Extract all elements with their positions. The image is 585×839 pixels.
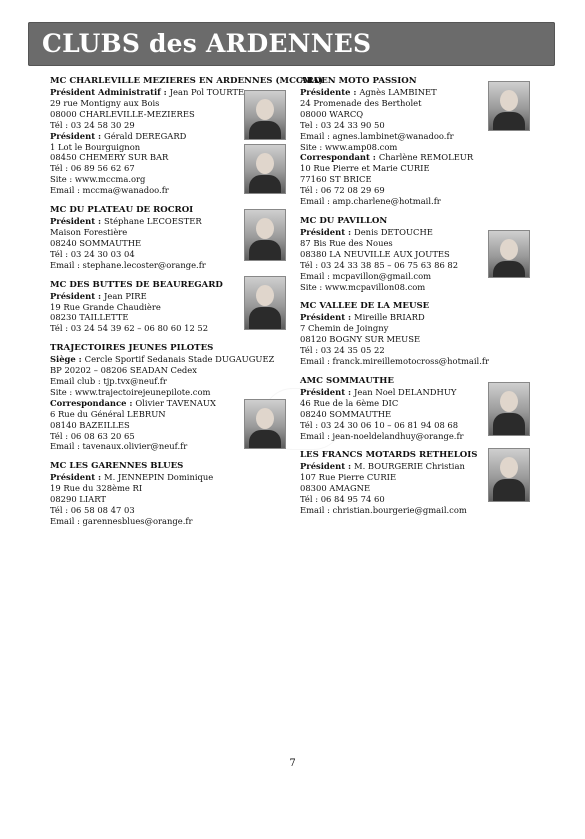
line-text: Tél : 06 84 95 74 60 — [300, 494, 385, 505]
line-text: Tél : 03 24 58 30 29 — [50, 119, 135, 130]
president-photo — [244, 276, 286, 330]
club-plateau-rocroi — [50, 205, 295, 271]
president-photo — [488, 230, 530, 278]
club-title: MC DU PAVILLON — [300, 215, 388, 226]
club-title: LES FRANCS MOTARDS RETHELOIS — [300, 450, 478, 461]
club-mccma — [50, 76, 323, 196]
line-text: Tél : 06 72 08 29 69 — [300, 185, 385, 196]
line-text: Email : stephane.lecoster@orange.fr — [50, 259, 206, 270]
line-text: 08290 LIART — [50, 494, 106, 505]
line-text: Tél : 03 24 54 39 62 – 06 80 60 12 52 — [50, 323, 209, 334]
club-trajectoires-jeunes-pilotes — [50, 343, 295, 452]
club-vallee-meuse — [300, 301, 550, 367]
line-text: Tél : 03 24 30 03 04 — [50, 248, 135, 259]
club-title: MC LES GARENNES BLUES — [50, 461, 184, 472]
line-text: Email : franck.mireillemotocross@hotmail.fr — [300, 356, 489, 367]
club-francs-motards-rethelois — [300, 450, 550, 516]
line-text: Tél : 06 08 63 20 65 — [50, 430, 135, 441]
line-text: Cercle Sportif Sedanais Stade DUGAUGUEZ — [84, 354, 275, 365]
line-label: Correspondant : — [300, 152, 379, 163]
line-text: 10 Rue Pierre et Marie CURIE — [300, 163, 430, 174]
line-text: 08450 CHEMERY SUR BAR — [50, 152, 169, 163]
line-label: Président : — [300, 226, 354, 237]
line-text: Olivier TAVENAUX — [135, 397, 216, 408]
line-text: Maison Forestière — [50, 226, 128, 237]
line-text: 77160 ST BRICE — [300, 174, 372, 185]
line-text: BP 20202 – 08206 SEADAN Cedex — [50, 365, 197, 376]
line-text: Jean PIRE — [104, 290, 147, 301]
club-title: MC DU PLATEAU DE ROCROI — [50, 205, 194, 216]
club-title: MC CHARLEVILLE MEZIERES EN ARDENNES (MCCMA) — [50, 76, 323, 86]
line-text: Charlène REMOLEUR — [378, 152, 474, 163]
line-text: Site : www.amp08.com — [300, 141, 398, 152]
line-text: Site : www.trajectoirejeunepilote.com — [50, 386, 211, 397]
line-text: 19 Rue Grande Chaudière — [50, 301, 161, 312]
line-text: 87 Bis Rue des Noues — [300, 237, 393, 248]
line-label: Président Administratif : — [50, 87, 170, 97]
club-title: AMC SOMMAUTHE — [300, 375, 394, 386]
line-text: Site : www.mcpavillon08.com — [300, 281, 426, 292]
line-text: 08240 SOMMAUTHE — [50, 237, 142, 248]
line-text: M. JENNEPIN Dominique — [104, 472, 214, 483]
club-title: MC DES BUTTES DE BEAUREGARD — [50, 279, 223, 290]
line-text: 46 Rue de la 6ème DIC — [300, 397, 399, 408]
line-text: 08300 AMAGNE — [300, 483, 371, 494]
line-text: Email : tavenaux.olivier@neuf.fr — [50, 441, 188, 452]
line-text: Agnès LAMBINET — [359, 87, 437, 97]
club-buttes-beauregard — [50, 280, 295, 335]
line-text: Tél : 06 58 08 47 03 — [50, 505, 135, 516]
line-text: Email : mcpavillon@gmail.com — [300, 270, 432, 281]
club-title: TRAJECTOIRES JEUNES PILOTES — [50, 343, 214, 354]
line-text: Email : garennesblues@orange.fr — [50, 516, 193, 526]
club-title: MC VALLEE DE LA MEUSE — [300, 301, 430, 312]
line-text: 107 Rue Pierre CURIE — [300, 472, 397, 483]
line-text: Email : christian.bourgerie@gmail.com — [300, 505, 467, 516]
line-text: Site : www.mccma.org — [50, 174, 146, 185]
line-text: 08000 CHARLEVILLE-MEZIERES — [50, 108, 195, 119]
club-arden-moto-passion — [300, 76, 550, 207]
line-text: 08240 SOMMAUTHE — [300, 408, 392, 419]
line-label: Président : — [50, 290, 104, 301]
line-text: Mireille BRIARD — [354, 312, 425, 323]
line-text: Jean Noel DELANDHUY — [354, 386, 457, 397]
line-text: Gérald DEREGARD — [104, 130, 187, 141]
line-text: Tél : 03 24 30 06 10 – 06 81 94 08 68 — [300, 419, 459, 430]
line-text: 6 Rue du Général LEBRUN — [50, 408, 166, 419]
line-text: 19 Rue du 328ème RI — [50, 483, 143, 494]
line-label: Siège : — [50, 354, 85, 365]
line-label: Président : — [50, 472, 104, 483]
president-photo — [244, 209, 286, 261]
line-text: 08000 WARCQ — [300, 108, 364, 119]
club-amc-sommauthe — [300, 376, 550, 442]
president-photo — [244, 144, 286, 194]
line-label: Président : — [50, 130, 104, 141]
line-text: Email : jean-noeldelandhuy@orange.fr — [300, 430, 464, 441]
page-title: CLUBS des ARDENNES — [42, 29, 372, 58]
line-text: 08140 BAZEILLES — [50, 419, 130, 430]
line-text: Email : mccma@wanadoo.fr — [50, 185, 169, 196]
line-text: 29 rue Montigny aux Bois — [50, 97, 160, 108]
line-label: Président : — [300, 312, 354, 323]
line-text: Jean Pol TOURTE — [169, 87, 245, 97]
line-text: Tel : 03 24 33 90 50 — [300, 119, 385, 130]
line-label: Correspondance : — [50, 397, 136, 408]
club-pavillon — [300, 216, 550, 292]
line-text: 7 Chemin de Joingny — [300, 323, 389, 334]
line-text: Email : amp.charlene@hotmail.fr — [300, 196, 441, 207]
club-garennes-blues — [50, 461, 295, 527]
club-title: ARDEN MOTO PASSION — [300, 76, 417, 86]
left-column — [50, 76, 323, 536]
line-text: 24 Promenade des Bertholet — [300, 97, 422, 108]
president-photo — [488, 382, 530, 436]
line-text: M. BOURGERIE Christian — [354, 461, 465, 472]
line-label: Présidente : — [300, 87, 360, 97]
president-photo — [488, 448, 530, 502]
line-text: Stéphane LECOESTER — [104, 216, 202, 227]
president-photo — [244, 90, 286, 140]
line-text: Denis DETOUCHE — [354, 226, 433, 237]
line-text: 1 Lot le Bourguignon — [50, 141, 141, 152]
page-number: 7 — [289, 758, 296, 769]
header-banner — [28, 22, 555, 66]
line-text: 08230 TAILLETTE — [50, 312, 129, 323]
line-label: Président : — [300, 386, 354, 397]
president-photo — [488, 81, 530, 131]
line-text: 08380 LA NEUVILLE AUX JOUTES — [300, 248, 450, 259]
line-label: Président : — [50, 216, 104, 227]
correspondent-photo — [244, 399, 286, 449]
line-label: Président : — [300, 461, 354, 472]
right-column — [300, 76, 550, 525]
line-text: Tél : 03 24 33 38 85 – 06 75 63 86 82 — [300, 259, 459, 270]
line-text: Tél : 06 89 56 62 67 — [50, 163, 135, 174]
line-text: Email : agnes.lambinet@wanadoo.fr — [300, 130, 454, 141]
line-text: Email club : tjp.tvx@neuf.fr — [50, 376, 167, 387]
line-text: 08120 BOGNY SUR MEUSE — [300, 334, 421, 345]
line-text: Tél : 03 24 35 05 22 — [300, 345, 385, 356]
